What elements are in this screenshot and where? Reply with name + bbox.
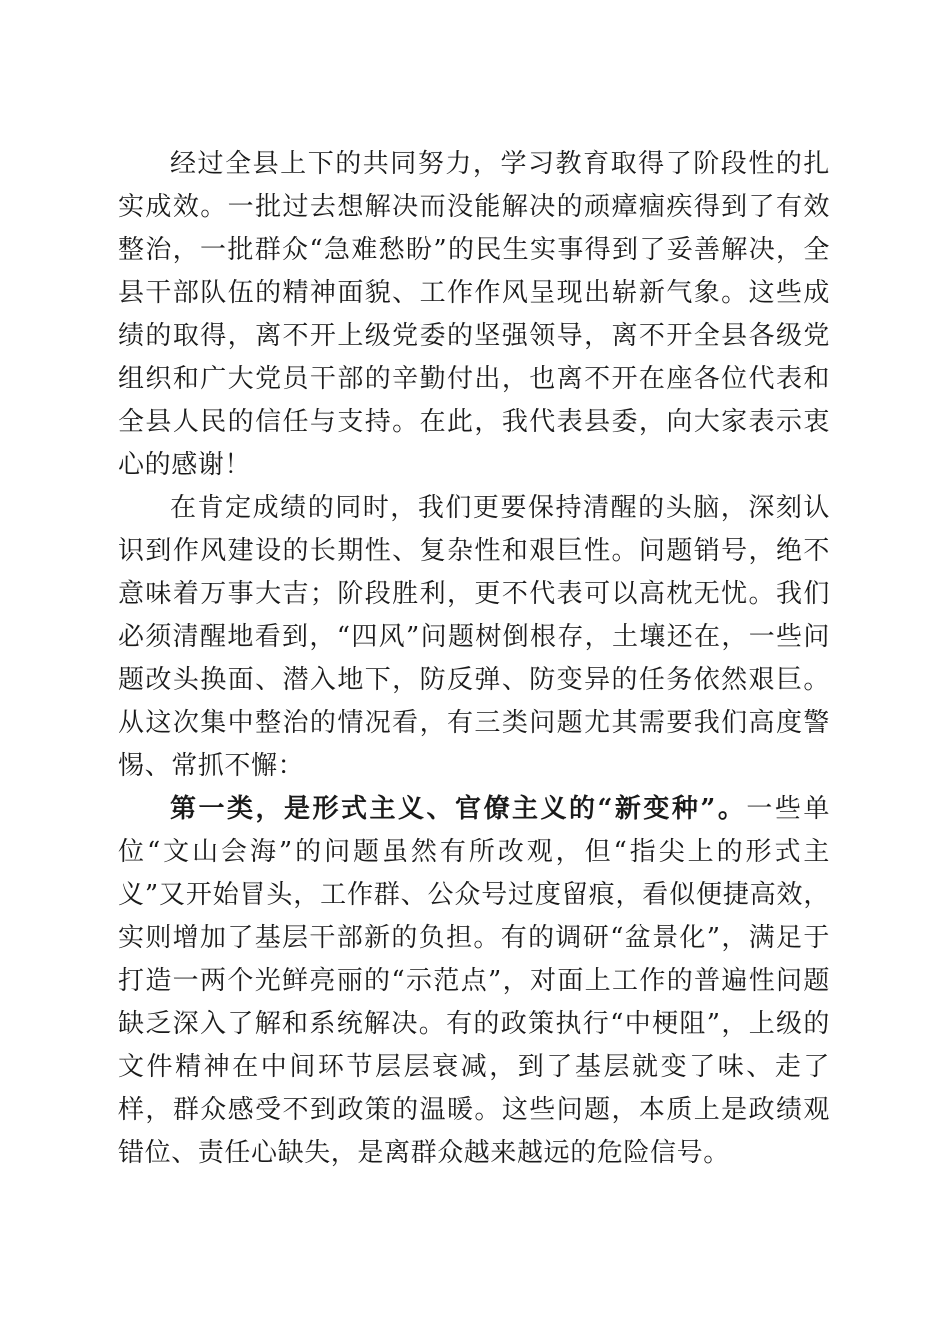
document-body <box>118 143 830 1175</box>
paragraph-achievements <box>118 143 830 487</box>
paragraph-first-category <box>118 788 830 1175</box>
paragraph-lead-heading: 第一类，是形式主义、官僚主义的“新变种”。 <box>170 794 747 824</box>
paragraph-text: 一些单位“文山会海”的问题虽然有所改观，但“指尖上的形式主义”又开始冒头，工作群、公众号过度留痕，看似便捷高效，实则增加了基层干部新的负担。有的调研“盆景化”，满足于打造一两个光鲜亮丽的“示范点”，对面上工作的普遍性问题缺乏深入了解和系统解决。有的政策执行“中梗阻”，上级的文件精神在中间环节层层衰减，到了基层就变了味、走了样，群众感受不到政策的温暖。这些问题，本质上是政绩观错位、责任心缺失，是离群众越来越远的危险信号。 <box>118 794 830 1168</box>
paragraph-awareness <box>118 487 830 788</box>
paragraph-text: 在肯定成绩的同时，我们更要保持清醒的头脑，深刻认识到作风建设的长期性、复杂性和艰巨性。问题销号，绝不意味着万事大吉；阶段胜利，更不代表可以高枕无忧。我们必须清醒地看到，“四风”问题树倒根存，土壤还在，一些问题改头换面、潜入地下，防反弹、防变异的任务依然艰巨。从这次集中整治的情况看，有三类问题尤其需要我们高度警惕、常抓不懈： <box>118 493 830 781</box>
paragraph-text: 经过全县上下的共同努力，学习教育取得了阶段性的扎实成效。一批过去想解决而没能解决的顽瘴痼疾得到了有效整治，一批群众“急难愁盼”的民生实事得到了妥善解决，全县干部队伍的精神面貌、工作作风呈现出崭新气象。这些成绩的取得，离不开上级党委的坚强领导，离不开全县各级党组织和广大党员干部的辛勤付出，也离不开在座各位代表和全县人民的信任与支持。在此，我代表县委，向大家表示衷心的感谢！ <box>118 149 830 480</box>
